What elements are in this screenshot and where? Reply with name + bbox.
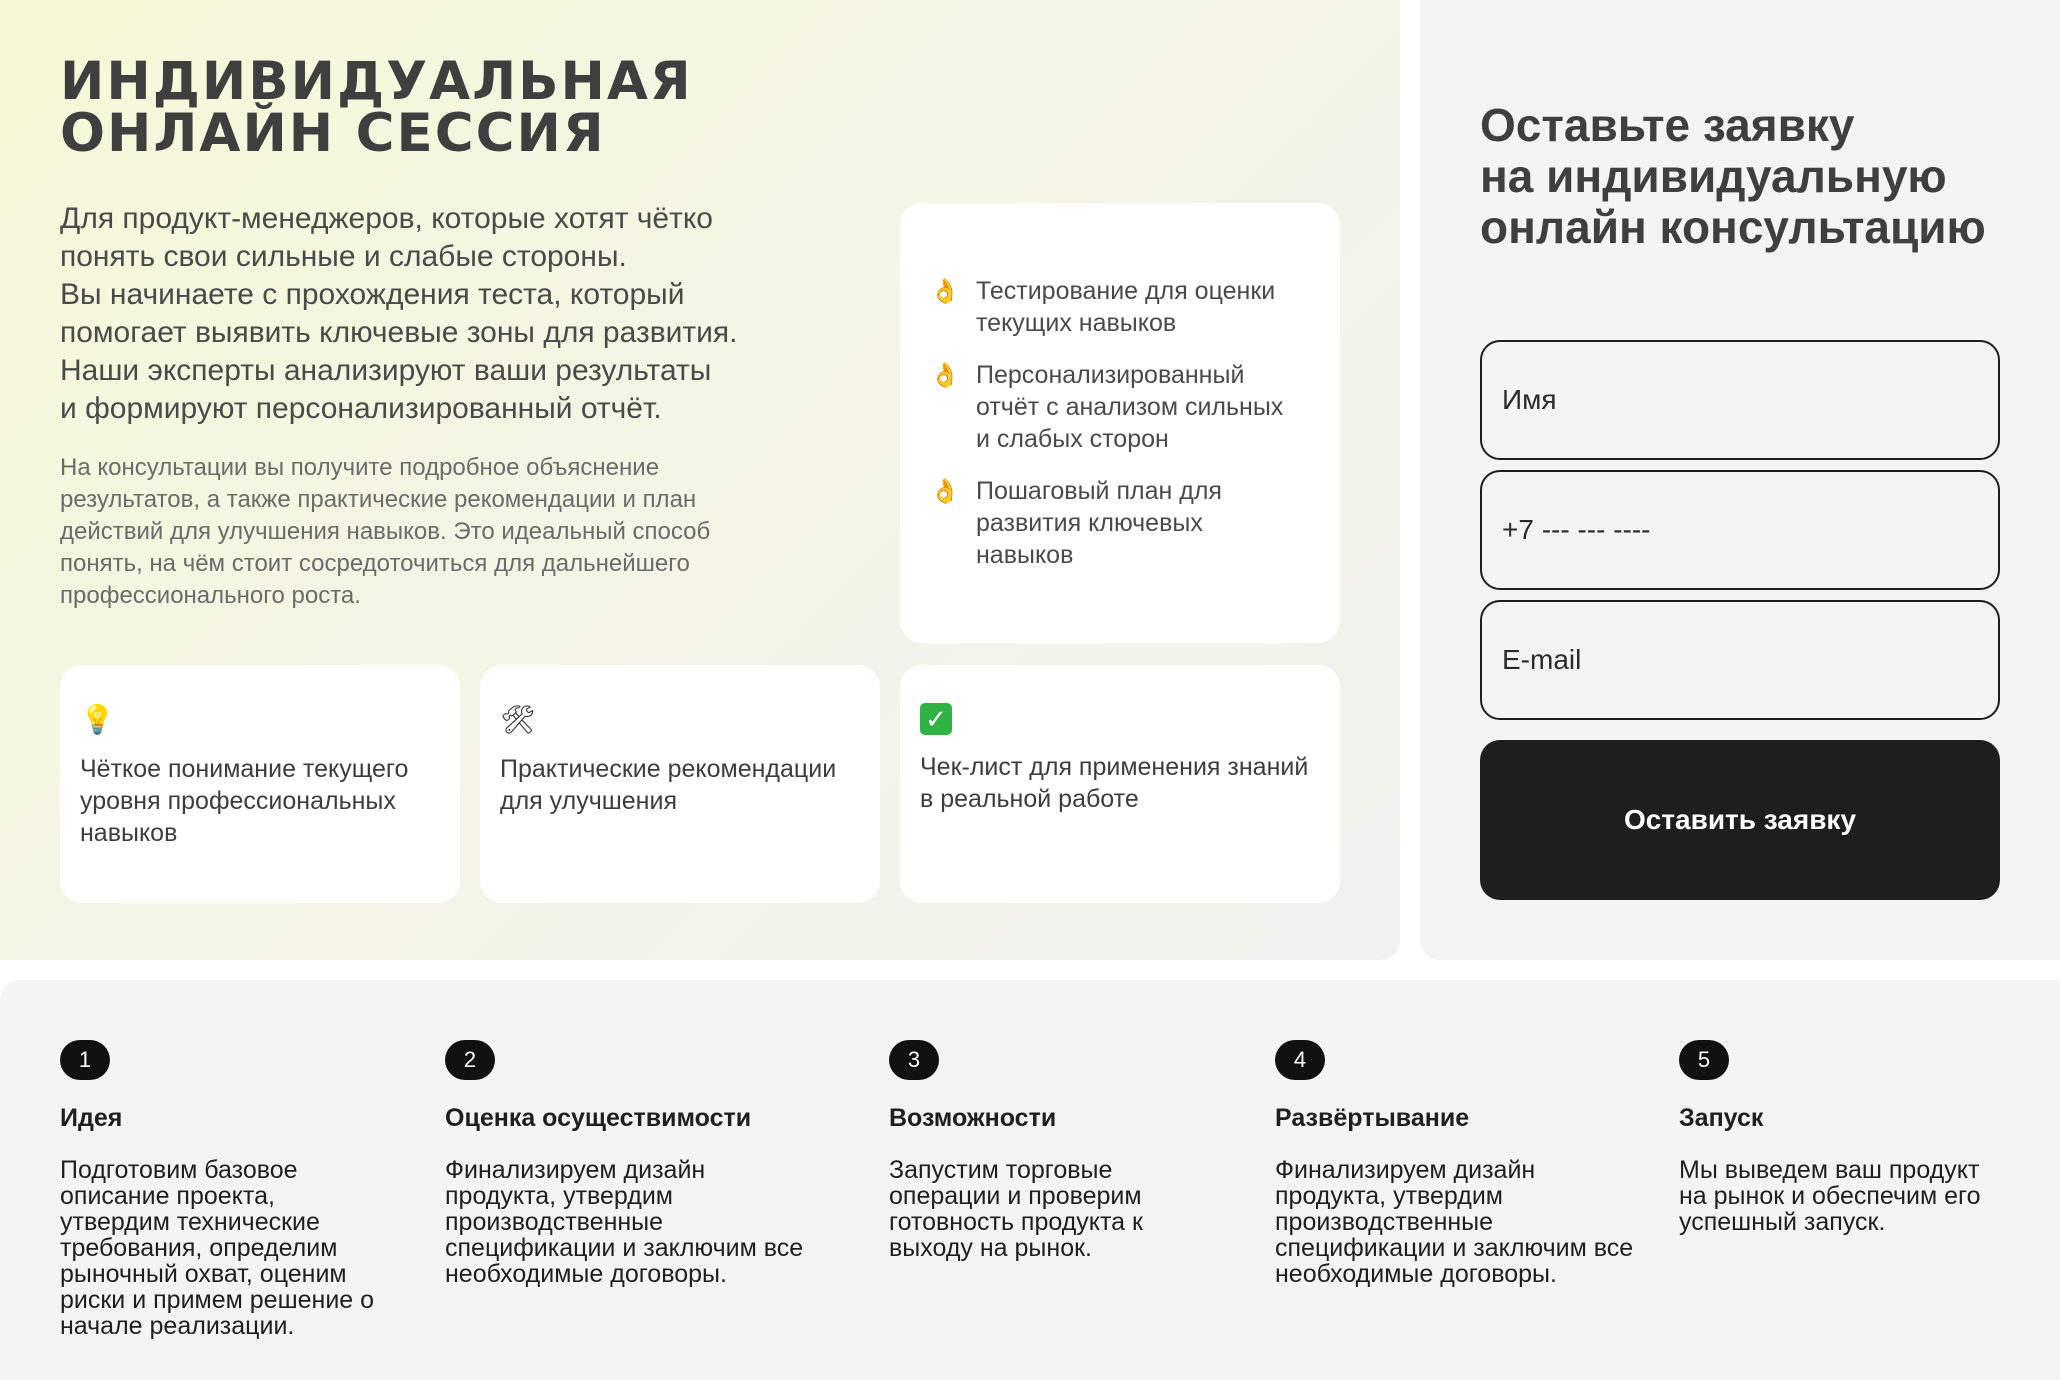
email-input[interactable] (1480, 600, 2000, 720)
step-title: Возможности (889, 1104, 1057, 1132)
step-deployment (1275, 1040, 1635, 1287)
benefit-item (928, 275, 1300, 339)
name-input[interactable] (1480, 340, 2000, 460)
submit-application-button[interactable]: Оставить заявку (1480, 740, 2000, 900)
tools-icon: 🛠 (500, 704, 536, 735)
ok-hand-icon: 👌 (930, 278, 960, 305)
step-idea (60, 1040, 390, 1339)
feature-card-understanding (60, 665, 460, 903)
hero-title-line: ОНЛАЙН СЕССИЯ (60, 103, 606, 164)
benefit-text: Пошаговый план для развития ключевых навыков (976, 477, 1222, 569)
step-description: Финализируем дизайн продукта, утвердим производственные спецификации и заключим все необходимые договоры. (1275, 1156, 1634, 1288)
form-title-line: Оставьте заявку (1480, 99, 1855, 151)
feature-text: Практические рекомендации для улучшения (500, 755, 837, 815)
hero-lead-line: понять свои сильные и слабые стороны. (60, 240, 627, 273)
step-number-badge: 2 (445, 1040, 495, 1080)
hero-lead (60, 200, 820, 428)
benefit-text: Тестирование для оценки текущих навыков (976, 277, 1276, 337)
lightbulb-icon: 💡 (80, 704, 115, 735)
step-description: Подготовим базовое описание проекта, утвердим технические требования, определим рыночный охват, оценим риски и примем решение о начале реализации. (60, 1156, 375, 1340)
step-number-badge: 1 (60, 1040, 110, 1080)
ok-hand-icon: 👌 (930, 362, 960, 389)
step-title: Запуск (1679, 1104, 1764, 1132)
step-description: Мы выведем ваш продукт на рынок и обеспечим его успешный запуск. (1679, 1156, 1981, 1236)
hero-lead-line: Вы начинаете с прохождения теста, который (60, 278, 685, 311)
hero-panel (0, 0, 1400, 960)
hero-title-line: ИНДИВИДУАЛЬНАЯ (60, 51, 693, 112)
step-feasibility (445, 1040, 805, 1287)
process-steps (0, 980, 2060, 1380)
check-mark-icon: ✓ (920, 703, 952, 735)
hero-lead-line: Наши эксперты анализируют ваши результаты (60, 354, 712, 387)
step-description: Финализируем дизайн продукта, утвердим производственные спецификации и заключим все необходимые договоры. (445, 1156, 804, 1288)
feature-card-recommendations (480, 665, 880, 903)
step-number-badge: 5 (1679, 1040, 1729, 1080)
step-title: Идея (60, 1104, 123, 1132)
feature-card-checklist (900, 665, 1340, 903)
application-form-panel (1420, 0, 2060, 960)
ok-hand-icon: 👌 (930, 478, 960, 505)
hero-note: На консультации вы получите подробное объяснение результатов, а также практические рекомендации и план действий для улучшения навыков. Это идеальный способ понять, на чём стоит сосредоточиться для дальнейшего профессионального роста. (60, 454, 711, 609)
form-title-line: на индивидуальную (1480, 150, 1947, 202)
hero-title (60, 51, 940, 164)
benefit-text: Персонализированный отчёт с анализом сильных и слабых сторон (976, 361, 1284, 453)
step-launch (1679, 1040, 2009, 1235)
hero-lead-line: и формируют персонализированный отчёт. (60, 392, 662, 425)
feature-text: Чек-лист для применения знаний в реальной работе (920, 753, 1309, 813)
step-title: Оценка осуществимости (445, 1104, 752, 1132)
hero-lead-line: Для продукт-менеджеров, которые хотят чётко (60, 202, 713, 235)
step-opportunities (889, 1040, 1189, 1261)
hero-lead-line: помогает выявить ключевые зоны для развития. (60, 316, 738, 349)
form-title-line: онлайн консультацию (1480, 201, 1986, 253)
step-number-badge: 4 (1275, 1040, 1325, 1080)
benefit-item (928, 475, 1300, 571)
form-title (1480, 100, 2040, 253)
step-number-badge: 3 (889, 1040, 939, 1080)
benefit-item (928, 359, 1300, 455)
step-title: Развёртывание (1275, 1104, 1470, 1132)
feature-text: Чёткое понимание текущего уровня профессиональных навыков (80, 755, 409, 847)
step-description: Запустим торговые операции и проверим готовность продукта к выходу на рынок. (889, 1156, 1143, 1262)
phone-input[interactable] (1480, 470, 2000, 590)
benefits-list-card (900, 203, 1340, 643)
